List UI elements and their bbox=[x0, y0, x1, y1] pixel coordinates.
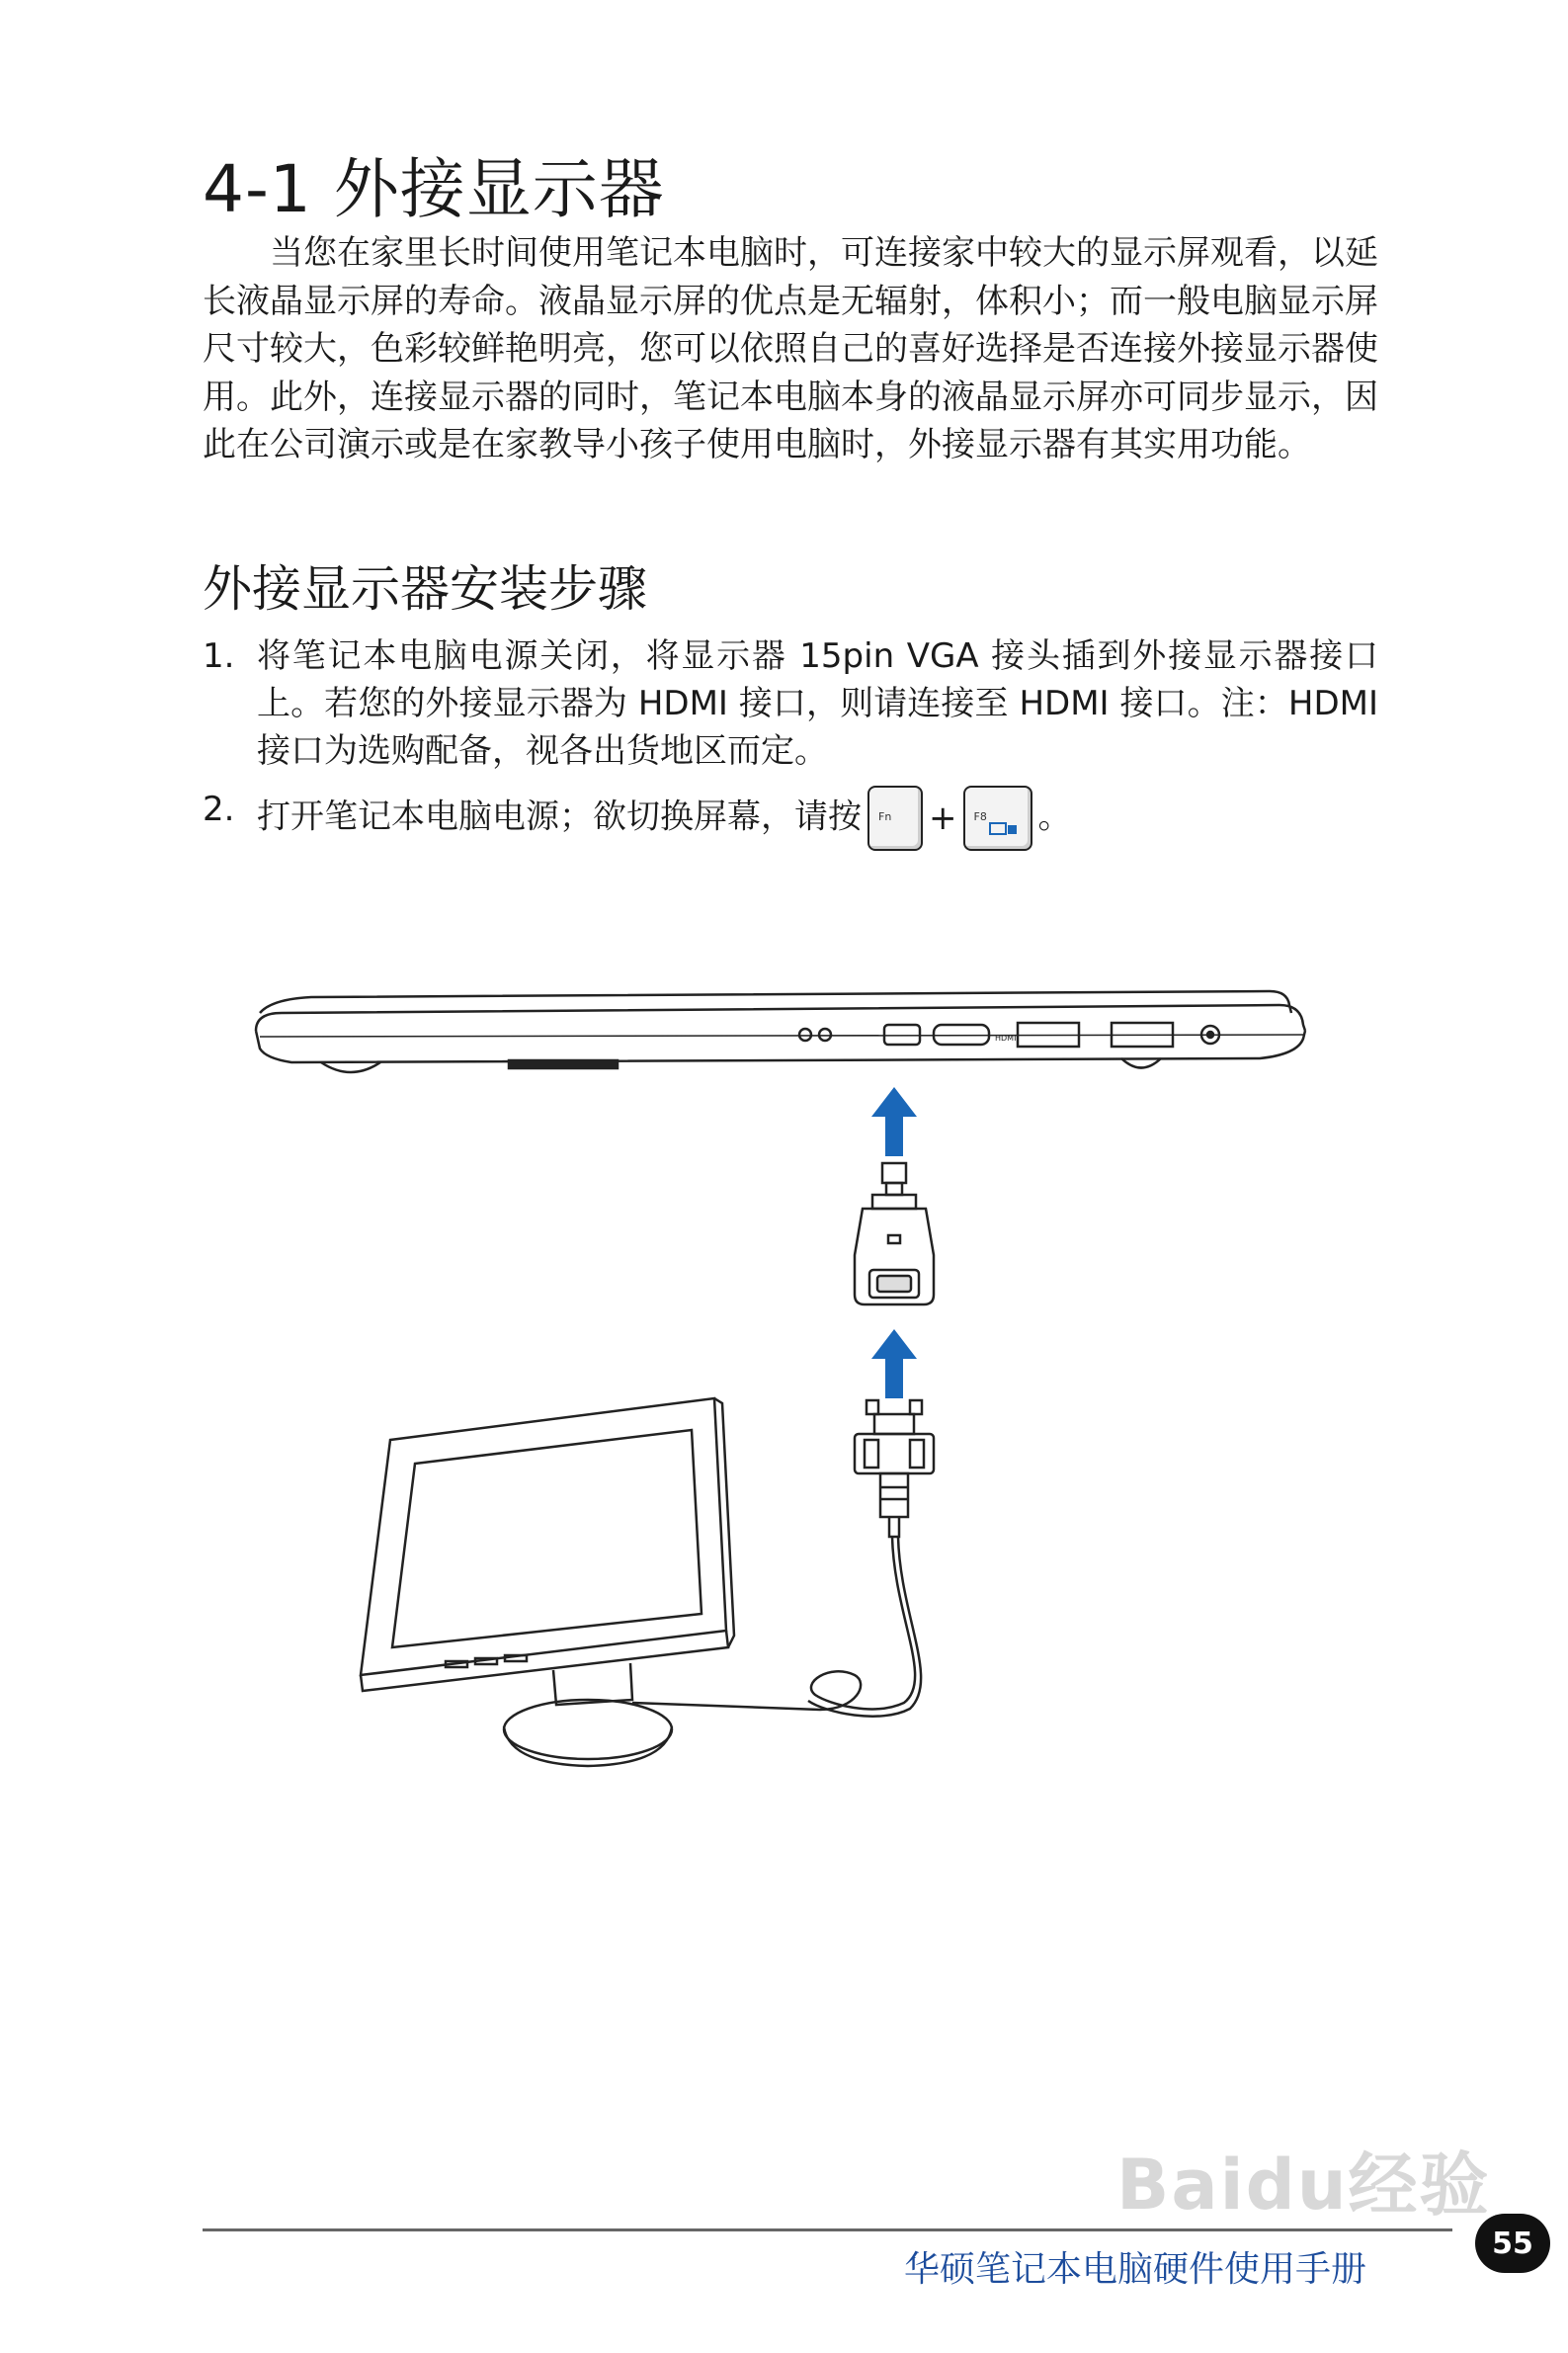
vga-cable-connector-icon bbox=[855, 1400, 934, 1537]
intro-paragraph: 当您在家里长时间使用笔记本电脑时，可连接家中较大的显示屏观看，以延长液晶显示屏的寿命。液晶显示屏的优点是无辐射，体积小；而一般电脑显示屏尺寸较大，色彩较鲜艳明亮，您可以依照自己的喜好选择是否连接外接显示器使用。此外，连接显示器的同时，笔记本电脑本身的液晶显示屏亦可同步显示，因此在公司演示或是在家教导小孩子使用电脑时，外接显示器有其实用功能。 bbox=[203, 233, 1378, 464]
step-text-before: 打开笔记本电脑电源；欲切换屏幕，请按 bbox=[257, 797, 862, 837]
step-number: 1. bbox=[203, 636, 235, 676]
external-monitor-illustration bbox=[361, 1398, 734, 1766]
f8-key-icon bbox=[963, 786, 1032, 851]
footer-divider bbox=[203, 2228, 1452, 2231]
vga-connection-illustration bbox=[252, 983, 1319, 1774]
section-heading: 外接显示器安装步骤 bbox=[203, 560, 647, 618]
laptop-illustration bbox=[256, 991, 1305, 1072]
arrow-up-icon bbox=[871, 1329, 917, 1398]
fn-key-icon bbox=[867, 786, 923, 851]
step-number: 2. bbox=[203, 790, 235, 829]
mini-displayport-adapter-icon bbox=[855, 1163, 934, 1304]
display-switch-icon bbox=[989, 821, 1019, 837]
footer-title: 华硕笔记本电脑硬件使用手册 bbox=[904, 2249, 1367, 2290]
hdmi-port-label: HDMI bbox=[995, 1034, 1017, 1043]
arrow-up-icon bbox=[871, 1087, 917, 1156]
step-text bbox=[257, 786, 1378, 851]
step-text: 将笔记本电脑电源关闭，将显示器 15pin VGA 接头插到外接显示器接口上。若您的外接显示器为 HDMI 接口，则请连接至 HDMI 接口。注：HDMI 接口为选购配备，视各出货地区而定。 bbox=[257, 636, 1378, 771]
fn-key-label: Fn bbox=[878, 810, 892, 823]
f8-key-label: F8 bbox=[973, 810, 987, 823]
page-title: 4-1 外接显示器 bbox=[203, 151, 665, 227]
vga-cable bbox=[632, 1537, 921, 1717]
page-number: 55 bbox=[1475, 2214, 1550, 2273]
step-text-after: 。 bbox=[1037, 797, 1072, 837]
baidu-watermark: Baidu经验 bbox=[1116, 2144, 1491, 2226]
plus-sign: + bbox=[929, 798, 957, 838]
